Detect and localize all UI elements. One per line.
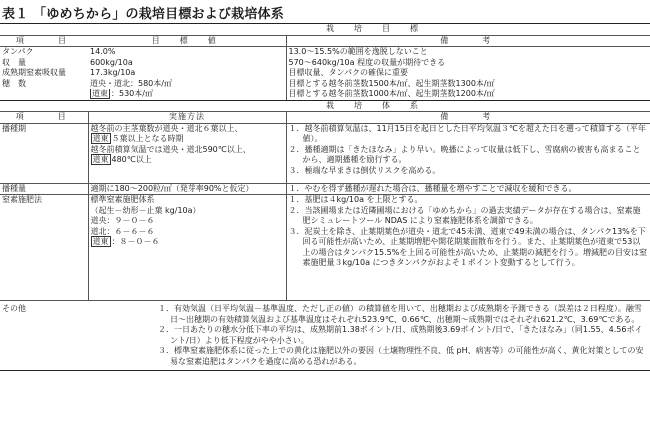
nitrogen-item: 窒素施肥法 xyxy=(0,195,88,301)
table-row xyxy=(0,58,650,69)
goal-col-item: 項 目 xyxy=(0,35,88,47)
region-badge: 道東 xyxy=(92,237,109,246)
system-table xyxy=(0,100,650,372)
table-row xyxy=(0,123,650,183)
system-heading: 栽 培 体 系 xyxy=(286,100,650,112)
goal-value: 600kg/10a xyxy=(90,57,133,67)
system-col-method: 実施方法 xyxy=(88,112,286,124)
goal-note: 570～640kg/10a 程度の収量が期待できる xyxy=(286,58,650,69)
cultivation-table xyxy=(0,23,650,371)
table-row xyxy=(0,301,650,371)
goal-heading: 栽 培 目 標 xyxy=(286,24,650,36)
goal-value: 14.0% xyxy=(88,47,286,58)
goal-note: 目標とする越冬前茎数1000本/㎡、起生期茎数1200本/㎡ xyxy=(286,89,650,100)
goal-item xyxy=(0,89,88,100)
goal-item: 成熟期窒素吸収量 xyxy=(2,68,66,77)
goal-value: 17.3kg/10a xyxy=(90,68,136,77)
sowing-time-method: 越冬前の主茎葉数が道央・道北６葉以上、 道東 ５葉以上となる時期 越冬前積算気温では道央・道北590℃以上、 道東 480℃以上 xyxy=(88,123,286,183)
goal-note: 目標とする越冬前茎数1500本/㎡、起生期茎数1300本/㎡ xyxy=(286,79,650,90)
sowing-time-item: 播種期 xyxy=(0,123,88,183)
table-row xyxy=(0,79,650,90)
goal-note: 目標収量、タンパクの確保に重要 xyxy=(286,68,650,79)
table-row xyxy=(0,195,650,301)
other-notes: １．有効気温（日平均気温－基準温度、ただし正の値）の積算値を用いて、出穂期および成熟期を予測できる（誤差は２日程度）。融雪日～出穂期の有効積算気温および基準温度はそれぞれ523.9℃、0.66℃、出穂期～成熟期ではそれぞれ621.2℃、3.69℃である。 ２．一日あたりの穂水分低下率の平均は、成熟期前1.38ポイント/日、成熟期後3.69ポイント/日で、「きたほなみ」（同1.55、4.56ポイント/日）より低下程度がやや小さい。 ３．標準窒素施肥体系に従った上での黄化は施肥以外の要因（土壌物理性不良、低 pH、病害等）の可能性が高く、黄化対策としての安易な窒素追肥はタンパクを過度に高める恐れがある。 xyxy=(88,301,650,371)
region-badge: 道東 xyxy=(92,89,108,98)
goal-item: タンパク xyxy=(0,47,88,58)
goal-value: 道央・道北：580本/㎡ xyxy=(90,78,172,88)
goal-note: 13.0～15.5%の範囲を逸脱しないこと xyxy=(286,47,650,58)
goal-item: 穂 数 xyxy=(2,78,26,88)
seeding-rate-notes: １．やむを得ず播種が遅れた場合は、播種量を増やすことで減収を緩和できる。 xyxy=(286,183,650,195)
region-badge: 道東 xyxy=(92,134,109,143)
nitrogen-method: 標準窒素施肥体系 （起生－幼形－止葉 kg/10a） 道央：９－０－６ 道北：６－６－６ 道東 ：８－０－６ xyxy=(88,195,286,301)
goal-table xyxy=(0,23,650,100)
system-col-item: 項 目 xyxy=(0,112,88,124)
table-row xyxy=(0,47,650,58)
table-title: 表１ 「ゆめちから」の栽培目標および栽培体系 xyxy=(2,7,284,22)
region-badge: 道東 xyxy=(92,155,109,164)
system-col-note: 備 考 xyxy=(286,112,650,124)
table-row xyxy=(0,68,650,79)
other-item: その他 xyxy=(0,301,88,371)
table-row xyxy=(0,89,650,100)
goal-value: 道東 ：530本/㎡ xyxy=(92,89,153,98)
sowing-time-notes: １．越冬前積算気温は、11月15日を起日とした日平均気温３℃を超えた日を遡って積算する（平年値）。 ２．播種適期は「きたほなみ」より早い。晩播によって収量は低下し、雪腐病の被害も高まることから、適期播種を励行する。 ３．極端な早まきは倒伏リスクを高める。 xyxy=(286,123,650,183)
table-row xyxy=(0,183,650,195)
goal-col-target: 目 標 値 xyxy=(88,35,286,47)
seeding-rate-method: 適期に180～200粒/㎡（発芽率90%と仮定） xyxy=(88,183,286,195)
nitrogen-notes: １．基肥は４kg/10a を上限とする。 ２．当該圃場または近隣圃場における「ゆめちから」の過去実績データが存在する場合は、窒素施肥シミュレートツール NDAS により窒素施肥体系を調節できる。 ３．泥炭土を除き、止葉期葉色が道央・道北で45未満、道東で49未満の場合は、タンパク13%を下回る可能性が高いため、止葉期増肥や開花期葉面散布を行う。また、止葉期葉色が道東で53以上の場合はタンパク15.5%を上回る可能性が高いため、止葉期の減肥を行う。増減肥の目安は窒素施肥量３kg/10a につきタンパクがおよそ１ポイント変動するとして行う。 xyxy=(286,195,650,301)
goal-item: 収 量 xyxy=(2,57,26,67)
seeding-rate-item: 播種量 xyxy=(0,183,88,195)
goal-col-note: 備 考 xyxy=(286,35,650,47)
